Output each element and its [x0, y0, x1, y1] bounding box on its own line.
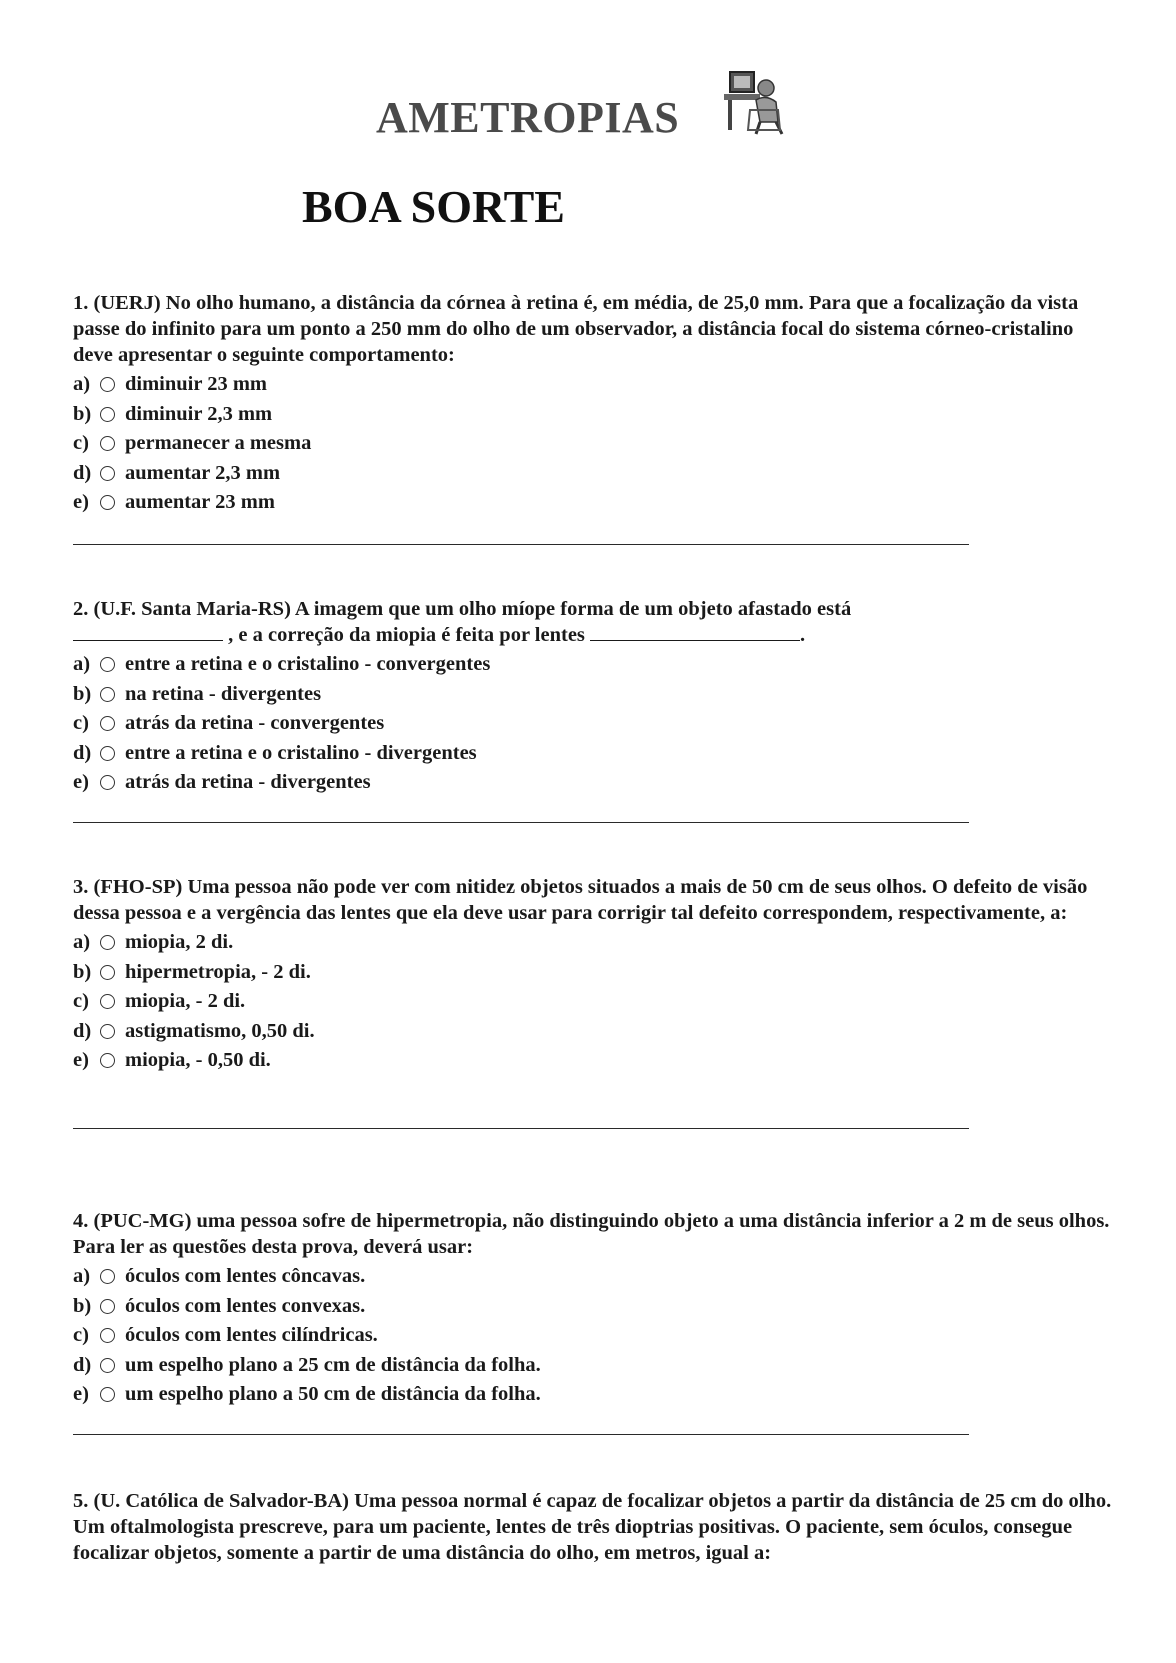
option-label: um espelho plano a 50 cm de distância da folha.	[125, 1383, 541, 1405]
option-d[interactable]	[73, 1351, 1113, 1381]
option-label: permanecer a mesma	[125, 432, 312, 454]
option-list	[73, 928, 1113, 1076]
option-a[interactable]	[73, 650, 1113, 680]
option-b[interactable]	[73, 400, 1113, 430]
option-letter: e)	[73, 1049, 89, 1071]
option-b[interactable]	[73, 958, 1113, 988]
option-label: miopia, - 0,50 di.	[125, 1049, 271, 1071]
question-text	[73, 596, 1113, 648]
option-e[interactable]	[73, 768, 1113, 798]
option-letter: a)	[73, 931, 91, 953]
divider	[73, 822, 969, 823]
question-1	[73, 290, 1113, 518]
option-letter: c)	[73, 432, 89, 454]
option-label: óculos com lentes cilíndricas.	[125, 1324, 378, 1346]
option-b[interactable]	[73, 680, 1113, 710]
radio-circle-icon[interactable]	[100, 377, 115, 392]
option-e[interactable]	[73, 488, 1113, 518]
option-letter: e)	[73, 771, 89, 793]
option-label: aumentar 23 mm	[125, 491, 275, 513]
radio-circle-icon[interactable]	[100, 436, 115, 451]
option-letter: c)	[73, 990, 89, 1012]
option-d[interactable]	[73, 739, 1113, 769]
radio-circle-icon[interactable]	[100, 1053, 115, 1068]
divider	[73, 1434, 969, 1435]
option-c[interactable]	[73, 709, 1113, 739]
option-a[interactable]	[73, 370, 1113, 400]
option-label: miopia, - 2 di.	[125, 990, 246, 1012]
option-b[interactable]	[73, 1292, 1113, 1322]
option-d[interactable]	[73, 1017, 1113, 1047]
question-text-line1: 2. (U.F. Santa Maria-RS) A imagem que um olho míope forma de um objeto afastado está	[73, 598, 852, 620]
option-label: óculos com lentes côncavas.	[125, 1265, 366, 1287]
option-d[interactable]	[73, 459, 1113, 489]
divider	[73, 544, 969, 545]
option-a[interactable]	[73, 1262, 1113, 1292]
option-letter: d)	[73, 741, 92, 764]
option-label: óculos com lentes convexas.	[125, 1294, 366, 1317]
option-label: entre a retina e o cristalino - divergentes	[125, 741, 477, 764]
computer-user-icon	[720, 70, 790, 140]
radio-circle-icon[interactable]	[100, 407, 115, 422]
option-letter: b)	[73, 1294, 92, 1317]
radio-circle-icon[interactable]	[100, 716, 115, 731]
radio-circle-icon[interactable]	[100, 657, 115, 672]
radio-circle-icon[interactable]	[100, 466, 115, 481]
question-3	[73, 874, 1113, 1076]
option-e[interactable]	[73, 1046, 1113, 1076]
option-label: diminuir 2,3 mm	[125, 402, 273, 425]
radio-circle-icon[interactable]	[100, 1387, 115, 1402]
option-label: atrás da retina - divergentes	[125, 771, 371, 793]
option-letter: e)	[73, 1383, 89, 1405]
question-5	[73, 1488, 1113, 1566]
radio-circle-icon[interactable]	[100, 1024, 115, 1039]
question-2	[73, 596, 1113, 798]
option-label: astigmatismo, 0,50 di.	[125, 1019, 315, 1042]
option-letter: d)	[73, 1019, 92, 1042]
option-letter: a)	[73, 1265, 91, 1287]
question-text: 1. (UERJ) No olho humano, a distância da córnea à retina é, em média, de 25,0 mm. Para que a focalização da vista passe do infinito para um ponto a 250 mm do olho de um observador, a distância focal do sistema córneo-cristalino deve apresentar o seguinte comportamento:	[73, 292, 1079, 366]
question-text: 3. (FHO-SP) Uma pessoa não pode ver com nitidez objetos situados a mais de 50 cm de seus olhos. O defeito de visão dessa pessoa e a vergência das lentes que ela deve usar para corrigir tal defeito correspondem, respectivamente, a:	[73, 876, 1088, 924]
option-label: na retina - divergentes	[125, 682, 322, 705]
option-label: um espelho plano a 25 cm de distância da folha.	[125, 1353, 541, 1376]
option-letter: c)	[73, 712, 89, 734]
option-letter: e)	[73, 491, 89, 513]
option-list	[73, 650, 1113, 798]
divider	[73, 1128, 969, 1129]
radio-circle-icon[interactable]	[100, 935, 115, 950]
option-letter: b)	[73, 402, 92, 425]
radio-circle-icon[interactable]	[100, 495, 115, 510]
option-a[interactable]	[73, 928, 1113, 958]
question-text-mid: , e a correção da miopia é feita por lentes	[223, 624, 591, 646]
radio-circle-icon[interactable]	[100, 965, 115, 980]
option-letter: d)	[73, 461, 92, 484]
radio-circle-icon[interactable]	[100, 1299, 115, 1314]
page-title: AMETROPIAS	[376, 93, 680, 142]
option-label: miopia, 2 di.	[125, 931, 234, 953]
option-label: entre a retina e o cristalino - convergentes	[125, 653, 491, 675]
option-letter: a)	[73, 653, 91, 675]
radio-circle-icon[interactable]	[100, 775, 115, 790]
radio-circle-icon[interactable]	[100, 1328, 115, 1343]
option-label: aumentar 2,3 mm	[125, 461, 281, 484]
radio-circle-icon[interactable]	[100, 994, 115, 1009]
question-4	[73, 1208, 1113, 1410]
page-subtitle: BOA SORTE	[302, 181, 565, 232]
option-c[interactable]	[73, 429, 1113, 459]
option-letter: c)	[73, 1324, 89, 1346]
answer-blank	[590, 622, 800, 641]
radio-circle-icon[interactable]	[100, 687, 115, 702]
radio-circle-icon[interactable]	[100, 746, 115, 761]
option-list	[73, 370, 1113, 518]
question-text: 5. (U. Católica de Salvador-BA) Uma pessoa normal é capaz de focalizar objetos a partir da distância de 25 cm do olho. Um oftalmologista prescreve, para um paciente, lentes de três dioptrias positivas. O paciente, sem óculos, consegue focalizar objetos, somente a partir de uma distância do olho, em metros, igual a:	[73, 1490, 1112, 1564]
option-letter: a)	[73, 373, 91, 395]
option-letter: b)	[73, 682, 92, 705]
question-text-end: .	[800, 624, 806, 646]
option-letter: b)	[73, 960, 92, 983]
answer-blank	[73, 622, 223, 641]
option-e[interactable]	[73, 1380, 1113, 1410]
radio-circle-icon[interactable]	[100, 1358, 115, 1373]
option-label: atrás da retina - convergentes	[125, 712, 385, 734]
option-c[interactable]	[73, 1321, 1113, 1351]
option-c[interactable]	[73, 987, 1113, 1017]
option-list	[73, 1262, 1113, 1410]
option-letter: d)	[73, 1353, 92, 1376]
question-text: 4. (PUC-MG) uma pessoa sofre de hipermetropia, não distinguindo objeto a uma distância inferior a 2 m de seus olhos. Para ler as questões desta prova, deverá usar:	[73, 1210, 1110, 1258]
radio-circle-icon[interactable]	[100, 1269, 115, 1284]
option-label: hipermetropia, - 2 di.	[125, 960, 311, 983]
option-label: diminuir 23 mm	[125, 373, 267, 395]
